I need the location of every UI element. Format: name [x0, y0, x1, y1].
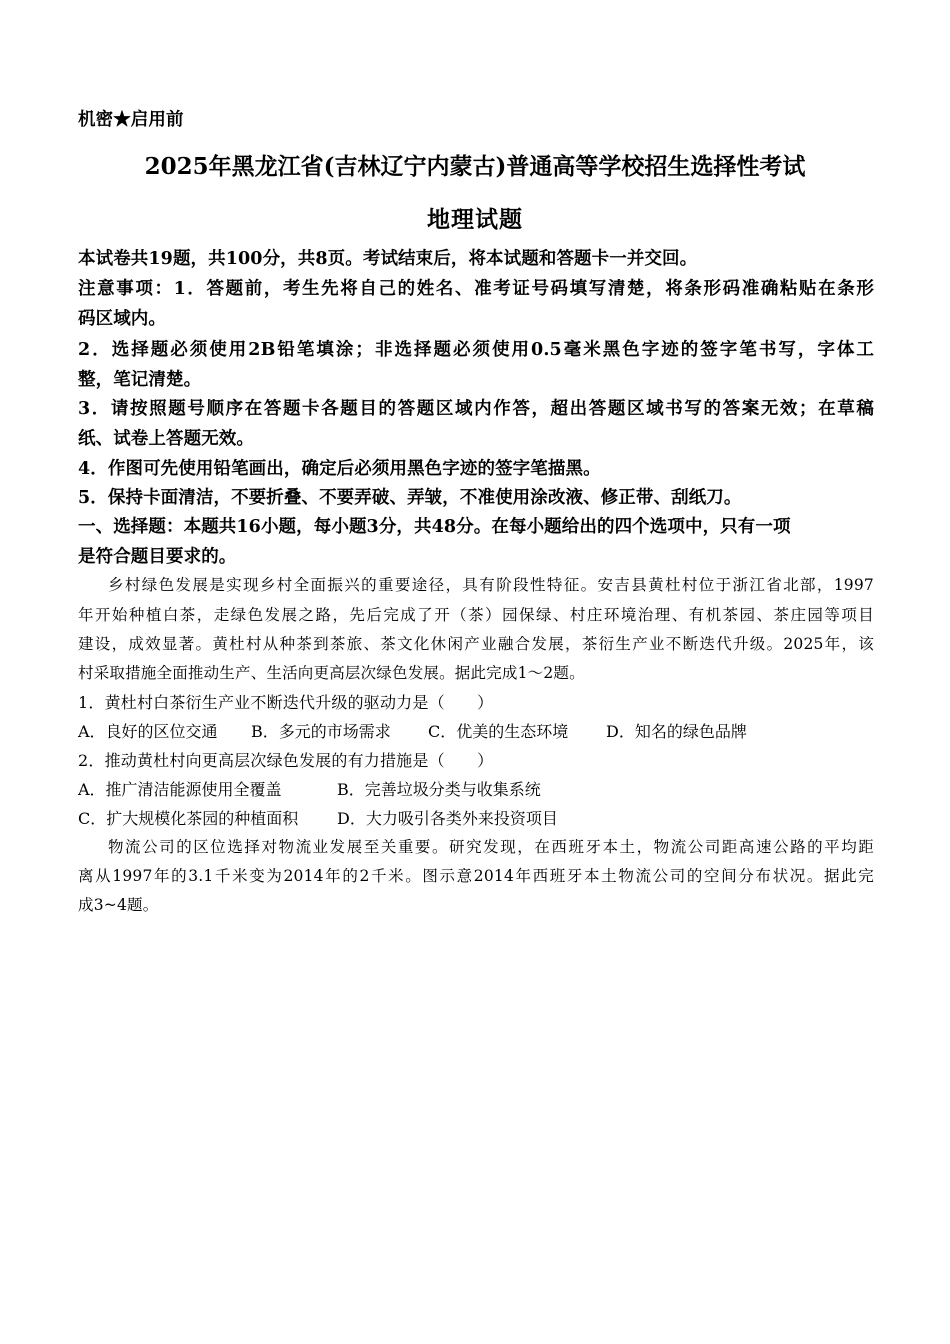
question-2-option-d: D．大力吸引各类外来投资项目 [337, 809, 558, 828]
passage-1-line-1: 乡村绿色发展是实现乡村全面振兴的重要途径，具有阶段性特征。安吉县黄杜村位于浙江省北部，1997 [108, 576, 874, 594]
confidential-label: 机密★启用前 [78, 110, 184, 130]
question-1-option-b: B．多元的市场需求 [251, 722, 391, 741]
section-heading-line-a: 一、选择题：本题共16小题，每小题3分，共48分。在每小题给出的四个选项中，只有一项 [78, 517, 791, 537]
question-2-option-b: B．完善垃圾分类与收集系统 [337, 780, 541, 799]
question-2-option-c: C．扩大规模化茶园的种植面积 [78, 809, 299, 828]
passage-2-line-3: 成3~4题。 [78, 896, 159, 914]
summary-line: 本试卷共19题，共100分，共8页。考试结束后，将本试题和答题卡一并交回。 [78, 249, 698, 269]
note-3-line-a: 3．请按照题号顺序在答题卡各题目的答题区域内作答，超出答题区域书写的答案无效；在草稿 [78, 399, 874, 419]
note-1-line-a: 注意事项：1．答题前，考生先将自己的姓名、准考证号码填写清楚，将条形码准确粘贴在条形 [78, 279, 874, 299]
question-2-option-a: A．推广清洁能源使用全覆盖 [78, 780, 282, 799]
note-3-line-b: 纸、试卷上答题无效。 [78, 429, 254, 449]
passage-2-line-2: 离从1997年的3.1千米变为2014年的2千米。图示意2014年西班牙本土物流公司的空间分布状况。据此完 [78, 867, 874, 885]
note-5-line: 5．保持卡面清洁，不要折叠、不要弄破、弄皱，不准使用涂改液、修正带、刮纸刀。 [78, 488, 742, 508]
question-1-stem: 1．黄杜村白茶衍生产业不断迭代升级的驱动力是（ ） [78, 693, 494, 712]
passage-1-line-2: 年开始种植白茶，走绿色发展之路，先后完成了开（茶）园保绿、村庄环境治理、有机茶园、茶庄园等项目 [78, 606, 874, 624]
exam-title: 2025年黑龙江省(吉林辽宁内蒙古)普通高等学校招生选择性考试 [144, 153, 806, 180]
passage-1-line-4: 村采取措施全面推动生产、生活向更高层次绿色发展。据此完成1～2题。 [78, 664, 585, 682]
question-1-option-a: A．良好的区位交通 [78, 722, 218, 741]
question-1-option-d: D．知名的绿色品牌 [606, 722, 747, 741]
passage-2-line-1: 物流公司的区位选择对物流业发展至关重要。研究发现，在西班牙本土，物流公司距高速公路的平均距 [108, 838, 874, 856]
subject-title: 地理试题 [427, 206, 523, 233]
question-2-stem: 2．推动黄杜村向更高层次绿色发展的有力措施是（ ） [78, 751, 494, 770]
note-1-line-b: 码区域内。 [78, 309, 166, 329]
note-2-line-a: 2．选择题必须使用2B铅笔填涂；非选择题必须使用0.5毫米黑色字迹的签字笔书写，字体工 [78, 340, 874, 360]
note-4-line: 4．作图可先使用铅笔画出，确定后必须用黑色字迹的签字笔描黑。 [78, 459, 601, 479]
section-heading-line-b: 是符合题目要求的。 [78, 547, 237, 567]
question-1-option-c: C．优美的生态环境 [428, 722, 569, 741]
note-2-line-b: 整，笔记清楚。 [78, 370, 202, 390]
passage-1-line-3: 建设，成效显著。黄杜村从种茶到茶旅、茶文化休闲产业融合发展，茶衍生产业不断迭代升级。2025年，该 [78, 635, 874, 653]
